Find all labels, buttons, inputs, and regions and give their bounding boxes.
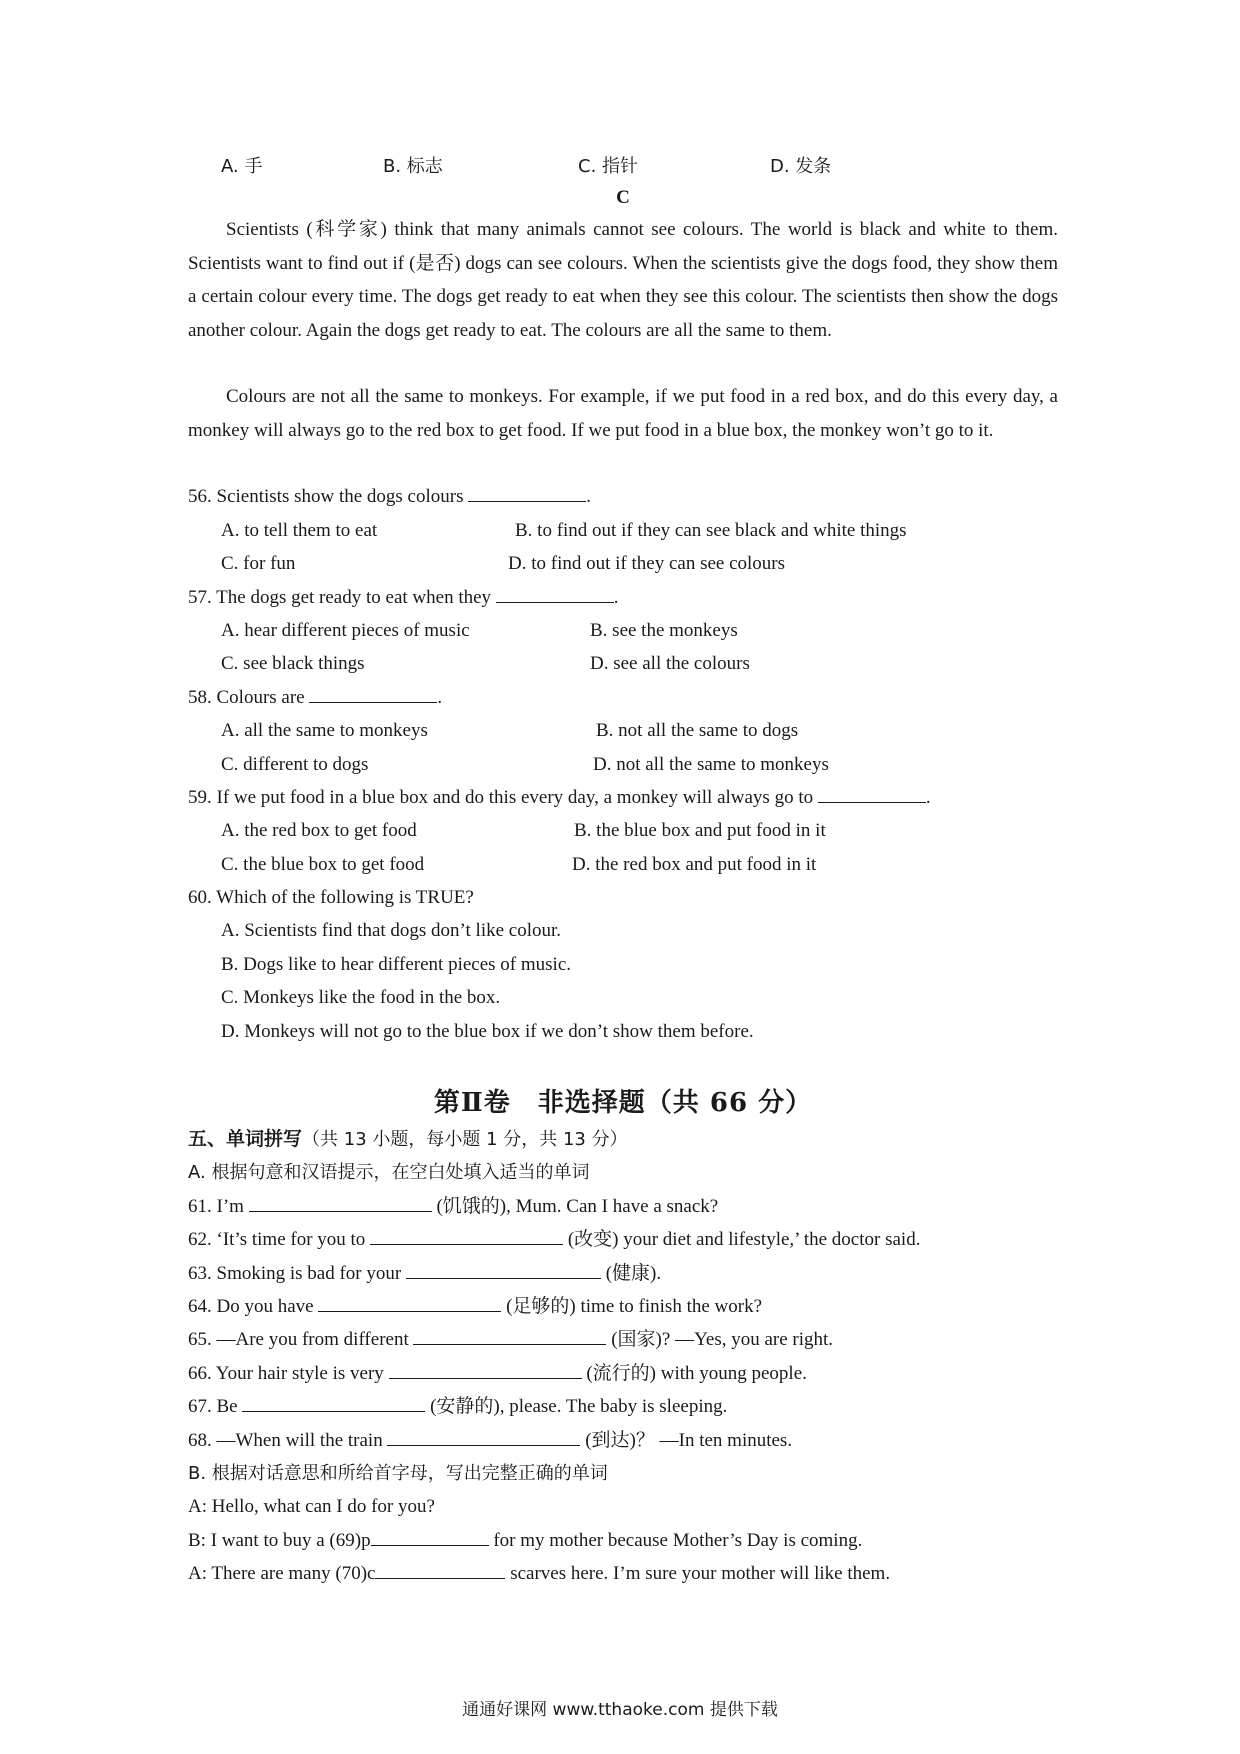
answer-blank (468, 481, 586, 502)
item-suffix: (国家)? —Yes, you are right. (611, 1329, 834, 1351)
q59-options-row1 (188, 814, 1058, 847)
q57-option-a: A. hear different pieces of music (221, 619, 470, 641)
q56-options-row1 (188, 514, 1058, 547)
q56-option-b: B. to find out if they can see black and white things (515, 519, 907, 541)
dialogue-line-1 (188, 1490, 1058, 1523)
dialogue-line-2 (188, 1524, 1058, 1557)
item-prefix: 63. Smoking is bad for your (188, 1262, 402, 1284)
q60-option-d: D. Monkeys will not go to the blue box if we don’t show them before. (221, 1020, 754, 1042)
q55-option-d: D. 发条 (770, 156, 832, 177)
q56-option-c: C. for fun (221, 553, 296, 575)
exam-page (188, 150, 1058, 1585)
item-suffix: (改变) your diet and lifestyle,’ the doctor said. (567, 1229, 921, 1251)
answer-blank (242, 1391, 425, 1412)
answer-blank (496, 582, 614, 603)
page-footer: 通通好课网 www.tthaoke.com 提供下载 (462, 1700, 778, 1720)
question-58 (188, 681, 1058, 714)
q57-option-b: B. see the monkeys (590, 619, 738, 641)
q59-option-d: D. the red box and put food in it (572, 853, 817, 875)
item-prefix: 67. Be (188, 1396, 238, 1418)
question-stem: 59. If we put food in a blue box and do this every day, a monkey will always go to (188, 786, 814, 808)
dialogue-text: A: Hello, what can I do for you? (188, 1496, 435, 1518)
q55-option-b: B. 标志 (383, 156, 443, 177)
answer-blank (389, 1358, 582, 1379)
q59-option-c: C. the blue box to get food (221, 853, 425, 875)
section-5 (188, 1123, 1058, 1590)
q57-option-d: D. see all the colours (590, 653, 750, 675)
answer-blank (413, 1324, 606, 1345)
fill-item-63 (188, 1257, 1058, 1290)
q57-options-row1 (188, 614, 1058, 647)
item-suffix: (健康). (605, 1262, 662, 1284)
answer-blank (371, 1525, 489, 1546)
question-stem: 58. Colours are (188, 686, 305, 708)
item-suffix: (到达)？ —In ten minutes. (585, 1429, 793, 1451)
answer-blank (406, 1258, 601, 1279)
fill-item-65 (188, 1323, 1058, 1356)
item-suffix: (饥饿的), Mum. Can I have a snack? (436, 1195, 719, 1217)
section5-heading (188, 1123, 1058, 1156)
q56-option-a: A. to tell them to eat (221, 519, 378, 541)
section5-part-a: A. 根据句意和汉语提示，在空白处填入适当的单词 (188, 1162, 590, 1184)
question-59 (188, 781, 1058, 814)
dialogue-text: B: I want to buy a (69)p (188, 1529, 371, 1551)
q60-option-a: A. Scientists find that dogs don’t like colour. (221, 920, 562, 942)
q59-option-b: B. the blue box and put food in it (574, 820, 826, 842)
q56-options-row2 (188, 547, 1058, 580)
item-prefix: 64. Do you have (188, 1295, 314, 1317)
dialogue-text: A: There are many (70)c (188, 1563, 376, 1585)
stem-end: . (925, 786, 931, 808)
fill-item-64 (188, 1290, 1058, 1323)
question-60 (188, 881, 1058, 914)
answer-blank (818, 782, 926, 803)
item-suffix: (足够的) time to finish the work? (506, 1295, 763, 1317)
answer-blank (309, 682, 437, 703)
q59-options-row2 (188, 848, 1058, 881)
q59-option-a: A. the red box to get food (221, 820, 417, 842)
stem-end: . (586, 486, 591, 508)
q58-option-d: D. not all the same to monkeys (593, 753, 829, 775)
section5-title: 五、单词拼写 (188, 1128, 303, 1150)
item-suffix: (流行的) with young people. (586, 1362, 807, 1384)
stem-end: . (437, 686, 443, 708)
q56-option-d: D. to find out if they can see colours (508, 553, 786, 575)
q58-option-a: A. all the same to monkeys (221, 720, 428, 742)
fill-item-61 (188, 1190, 1058, 1223)
item-prefix: 61. I’m (188, 1195, 244, 1217)
question-stem: 60. Which of the following is TRUE? (188, 887, 474, 909)
q58-option-b: B. not all the same to dogs (596, 720, 799, 742)
q60-option-c: C. Monkeys like the food in the box. (221, 987, 501, 1009)
q55-options (188, 150, 1058, 183)
dialogue-line-3 (188, 1557, 1058, 1590)
section5-note: （共 13 小题，每小题 1 分，共 13 分） (302, 1129, 628, 1150)
passage-paragraph-2: Colours are not all the same to monkeys. For example, if we put food in a red box, and do this every day, a monkey will always go to the red box to get food. If we put food in a blue box, the monkey won’t go to it. (188, 386, 1058, 441)
question-stem: 56. Scientists show the dogs colours (188, 486, 464, 508)
q55-option-a: A. 手 (221, 156, 263, 177)
q58-options-row1 (188, 714, 1058, 747)
answer-blank (370, 1224, 563, 1245)
q60-option-b: B. Dogs like to hear different pieces of music. (221, 953, 571, 975)
fill-item-67 (188, 1390, 1058, 1423)
fill-item-68 (188, 1424, 1058, 1457)
item-prefix: 66. Your hair style is very (188, 1362, 384, 1384)
q57-option-c: C. see black things (221, 653, 365, 675)
item-prefix: 68. —When will the train (188, 1429, 383, 1451)
q55-option-c: C. 指针 (578, 156, 639, 177)
stem-end: . (613, 586, 619, 608)
part2-title: 第Ⅱ卷 非选择题（共 66 分） (433, 1088, 813, 1118)
fill-item-66 (188, 1357, 1058, 1390)
answer-blank (375, 1558, 505, 1579)
dialogue-text-suffix: for my mother because Mother’s Day is coming. (493, 1529, 863, 1551)
q58-options-row2 (188, 748, 1058, 781)
fill-item-62 (188, 1223, 1058, 1256)
q58-option-c: C. different to dogs (221, 753, 369, 775)
answer-blank (387, 1425, 580, 1446)
item-prefix: 62. ‘It’s time for you to (188, 1229, 366, 1251)
item-prefix: 65. —Are you from different (188, 1329, 409, 1351)
dialogue-text-suffix: scarves here. I’m sure your mother will like them. (510, 1563, 891, 1585)
section5-part-b: B. 根据对话意思和所给首字母，写出完整正确的单词 (188, 1462, 608, 1484)
item-suffix: (安静的), please. The baby is sleeping. (430, 1396, 728, 1418)
passage-label: C (616, 187, 630, 209)
question-56 (188, 480, 1058, 513)
answer-blank (318, 1291, 501, 1312)
answer-blank (249, 1191, 432, 1212)
question-stem: 57. The dogs get ready to eat when they (188, 586, 492, 608)
question-57 (188, 581, 1058, 614)
passage-paragraph-1: Scientists (科学家) think that many animals cannot see colours. The world is black and white to them. Scientists want to find out if (是否) dogs can see colours. When the scientists give the dogs food, they show them a certain colour every time. The dogs get ready to eat when they see this colour. The scientists then show the dogs another colour. Again the dogs get ready to eat. The colours are all the same to them. (188, 219, 1058, 341)
q57-options-row2 (188, 647, 1058, 680)
